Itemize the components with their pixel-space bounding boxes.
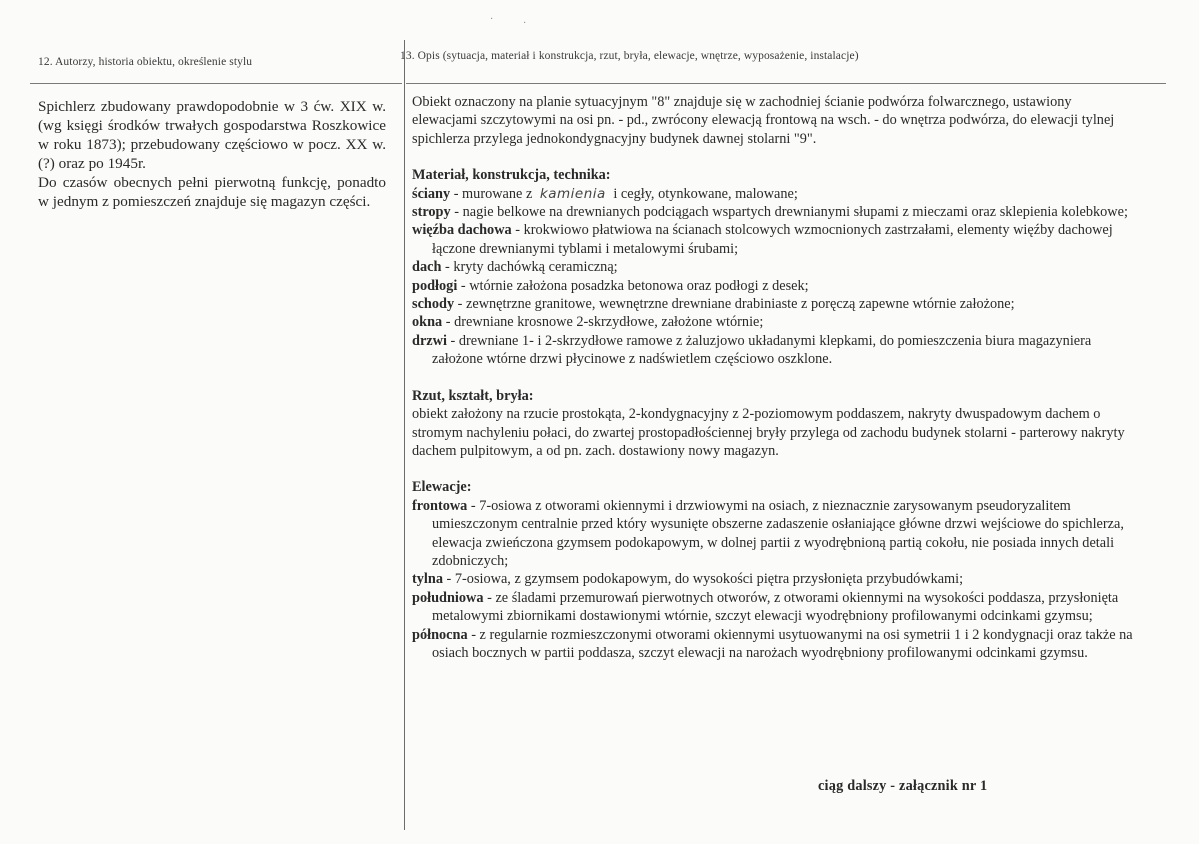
section-12-header: 12. Autorzy, historia obiektu, określenie stylu <box>38 56 253 68</box>
item-text: - kryty dachówką ceramiczną; <box>441 259 618 276</box>
material-item-schody <box>412 295 1137 313</box>
history-paragraph: Do czasów obecnych pełni pierwotną funkcję, ponadto w jednym z pomieszczeń znajduje się magazyn części. <box>38 174 386 210</box>
item-text: - nagie belkowe na drewnianych podciągach wspartych drewnianymi słupami z mieczami oraz sklepienia kolebkowe; <box>450 204 1128 221</box>
item-term: okna <box>412 314 443 331</box>
item-text: - wtórnie założona posadzka betonowa oraz podłogi z desek; <box>457 277 809 294</box>
elewacja-item-polnocna <box>412 626 1137 663</box>
item-term: dach <box>412 259 442 276</box>
item-term: schody <box>412 296 455 313</box>
scan-speck: · <box>490 14 494 25</box>
rzut-text: obiekt założony na rzucie prostokąta, 2-kondygnacyjny z 2-poziomowym poddaszem, nakryty dwuspadowym dachem o stromym nachyleniu połaci, do zwartej prostopadłościennej bryły przylega od zachodu budynek stolarni - parterowy nakryty dachem pulpitowym, a od pn. zach. dostawiony nowy magazyn. <box>412 406 1125 459</box>
material-item-sciany <box>412 185 1137 203</box>
continuation-note: ciąg dalszy - załącznik nr 1 <box>818 778 988 794</box>
left-header-rule <box>30 83 402 84</box>
item-term: południowa <box>412 589 484 606</box>
scan-speck: · <box>523 18 527 29</box>
material-item-wiezba <box>412 221 1137 258</box>
material-section <box>412 166 1137 368</box>
item-text: - murowane z <box>450 185 536 202</box>
material-item-drzwi <box>412 332 1137 369</box>
elewacja-item-frontowa <box>412 497 1137 571</box>
elewacja-item-poludniowa <box>412 589 1137 626</box>
section-13-header: 13. Opis (sytuacja, materiał i konstrukcja, rzut, bryła, elewacje, wnętrze, wyposażenie, instalacje) <box>400 50 859 62</box>
material-title: Materiał, konstrukcja, technika: <box>412 167 611 184</box>
history-paragraph: Spichlerz zbudowany prawdopodobnie w 3 ćw. XIX w. (wg księgi środków trwałych gospodarstwa Roszkowice w roku 1873); przebudowany częściowo w pocz. XX w. (?) oraz po 1945r. <box>38 98 386 172</box>
intro-paragraph: Obiekt oznaczony na planie sytuacyjnym "8" znajduje się w zachodniej ścianie podwórza folwarcznego, ustawiony elewacjami szczytowymi na osi pn. - pd., zwrócony elewacją frontową na wsch. - do wnętrza podwórza, do elewacji tylnej spichlerza przylega jednokondygnacyjny budynek dawnej stolarni "9". <box>412 94 1115 147</box>
rzut-section <box>412 387 1137 461</box>
item-term: ściany <box>412 185 451 202</box>
material-item-podlogi <box>412 277 1137 295</box>
item-term: więźba dachowa <box>412 222 512 239</box>
item-text: - 7-osiowa z otworami okiennymi i drzwiowymi na osiach, z nieznacznie zarysowanym pseudoryzalitem umieszczonym centralnie przed który wysunięte obszerne zadaszenie osłaniające główne drzwi wejściowe do spichlerza, elewacja zwieńczona gzymsem podokapowym, w dolnej partii z wyodrębnioną partią cokołu, nie posiada innych detali zdobniczych; <box>432 497 1124 569</box>
item-term: stropy <box>412 204 451 221</box>
elewacje-section <box>412 478 1137 662</box>
item-text: - drewniane krosnowe 2-skrzydłowe, założone wtórnie; <box>442 314 764 331</box>
item-text: - 7-osiowa, z gzymsem podokapowym, do wysokości piętra przysłonięta przybudówkami; <box>442 571 964 588</box>
item-text: - ze śladami przemurowań pierwotnych otworów, z otworami okiennymi na wysokości poddasza, przysłonięta metalowymi zbiornikami dostawionymi wtórnie, szczyt elewacji wyodrębniony profilowanymi odcinkami gzymsu; <box>432 589 1119 625</box>
item-text: i cegły, otynkowane, malowane; <box>609 185 798 202</box>
material-item-dach <box>412 258 1137 276</box>
item-text: - z regularnie rozmieszczonymi otworami okiennymi usytuowanymi na osi symetrii 1 i 2 kondygnacji oraz także na osiach bocznych w partii poddasza, szczyt elewacji na narożach wyodrębniony profilowanymi odcinkami gzymsu. <box>432 626 1133 661</box>
item-term: drzwi <box>412 332 447 349</box>
rzut-title: Rzut, kształt, bryła: <box>412 387 534 404</box>
item-term: frontowa <box>412 497 468 514</box>
material-item-stropy <box>412 203 1137 221</box>
item-term: północna <box>412 626 468 643</box>
elewacje-title: Elewacje: <box>412 479 472 496</box>
elewacja-item-tylna <box>412 570 1137 588</box>
item-text: - krokwiowo płatwiowa na ścianach stolcowych wzmocnionych zastrzałami, elementy więźby dachowej łączone drewnianymi tyblami i metalowymi śrubami; <box>432 222 1113 257</box>
handwritten-insert: kamienia <box>539 185 606 202</box>
right-header-rule <box>406 83 1166 84</box>
column-divider <box>404 40 405 830</box>
description-body <box>412 93 1137 662</box>
item-term: podłogi <box>412 277 458 294</box>
item-text: - drewniane 1- i 2-skrzydłowe ramowe z żaluzjowo układanymi klepkami, do pomieszczenia biura magazyniera założone wtórne drzwi płycinowe z nadświetlem częściowo oszklone. <box>432 332 1092 368</box>
item-term: tylna <box>412 571 443 588</box>
history-text <box>38 97 386 211</box>
material-item-okna <box>412 313 1137 331</box>
item-text: - zewnętrzne granitowe, wewnętrzne drewniane drabiniaste z poręczą zapewne wtórnie założone; <box>454 296 1015 313</box>
